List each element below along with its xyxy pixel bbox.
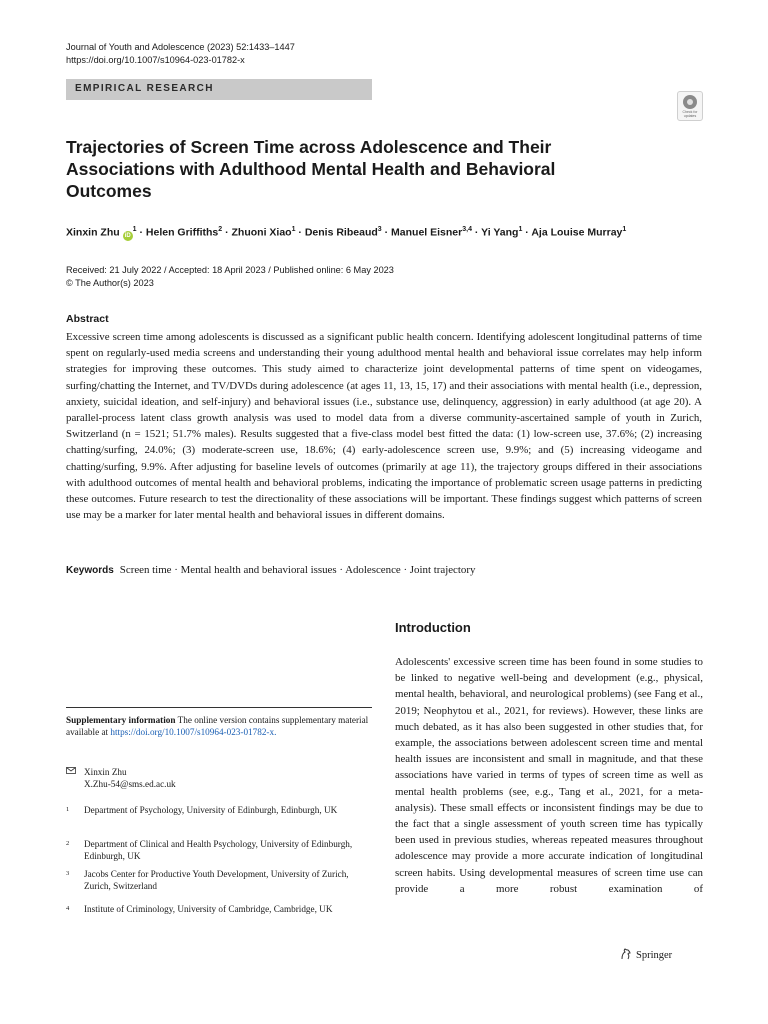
title-line-2: Associations with Adulthood Mental Health and Behavioral (66, 159, 556, 179)
author-separator: · (136, 226, 146, 239)
dates-line: Received: 21 July 2022 / Accepted: 18 April 2023 / Published online: 6 May 2023 (66, 265, 394, 275)
footnote-divider (66, 707, 372, 708)
keywords-list: Screen time · Mental health and behavioral issues · Adolescence · Joint trajectory (119, 564, 476, 576)
affiliation-item (66, 868, 372, 893)
affiliation-number: 2 (66, 840, 70, 847)
affiliation-text: Department of Psychology, University of Edinburgh, Edinburgh, UK (84, 805, 338, 815)
author-separator: · (222, 226, 232, 239)
author-name[interactable]: Aja Louise Murray (531, 226, 623, 239)
abstract-body: Excessive screen time among adolescents is discussed as a significant public health concern. Identifying adolescent longitudinal patterns of time spent on regularly-used media screens and understanding their young adulthood mental health and behavioral issue correlates may help inform strategies for improving these outcomes. This study aimed to characterize joint developmental patterns of time spent on videogames, surfing/chatting the Internet, and TV/DVDs during adolescence (at ages 11, 13, 15, 17) and their associations with mental health (i.e., depression, anxiety, suicidal ideation, and self-injury) and behavioral issues (i.e., substance use, delinquency, aggression) in early adulthood (at age 20). A parallel-process latent class growth analysis was used to model data from a diverse community-ascertained sample of youth in Zurich, Switzerland (n = 1521; 51.7% males). Results suggested that a five-class model best fitted the data: (1) low-screen use, 37.6%; (2) increasing chatting/surfing, 24.0%; (3) moderate-screen use, 18.6%; (4) early-adolescence screen use, 9.9%; and (5) increasing videogame and chatting/surfing, 9.9%. After adjusting for baseline levels of outcomes (primarily at age 11), the trajectory groups differed in their associations with adulthood outcomes of mental health and behavioral problems, indicating the importance of problematic screen usage patterns in predicting these outcomes. Future research to test the directionality of these associations will be important. These findings suggest which patterns of screen use may be a marker for later mental health and behavioral issues in different domains. (66, 331, 702, 522)
publisher-logo (620, 948, 672, 961)
affiliation-number: 1 (66, 806, 70, 813)
correspondence (66, 766, 176, 791)
author-separator: · (295, 226, 305, 239)
publication-dates (66, 264, 394, 290)
keywords-heading: Keywords (66, 565, 114, 576)
author-name[interactable]: Helen Griffiths (145, 226, 219, 239)
keywords-row (66, 564, 475, 576)
author-name[interactable]: Xinxin Zhu (66, 226, 120, 239)
author-affiliation-ref: 3 (377, 226, 382, 233)
title-line-1: Trajectories of Screen Time across Adolescence and Their (66, 137, 552, 157)
correspondent-email[interactable]: X.Zhu-54@sms.ed.ac.uk (84, 779, 176, 790)
author-affiliation-ref: 1 (622, 226, 627, 233)
article-title (66, 136, 626, 202)
affiliation-number: 4 (66, 905, 70, 912)
crossmark-label: Check for updates (682, 110, 698, 118)
supplementary-info (66, 714, 372, 739)
introduction-body: Adolescents' excessive screen time has been found in some studies to be linked to negative well-being and development (e.g., physical, mental health, behavioral, and neurological problems) (see Fang et al., 2019; Neophytou et al., 2021, for reviews). However, these links are much debated, as it has also been suggested in other studies that, for example, the associations between adolescent screen time and mental health issues are inconsistent and small in magnitude, and that these associations have varied in terms of types of screen time as well as mental health problems (see, e.g., Tang et al., 2021, for a meta-analysis). These small effects or inconsistent findings may be due to the fact that a single assessment of youth screen time has typically been used in previous studies, whereas repeated measures throughout adolescence may provide a more accurate indication of longitudinal screen habits. Using developmental measures of screen time use can provide a more robust examination of (395, 656, 703, 895)
author-affiliation-ref: 2 (218, 226, 223, 233)
crossmark-circle (683, 95, 697, 109)
affiliation-text: Institute of Criminology, University of Cambridge, Cambridge, UK (84, 904, 333, 914)
copyright-line: © The Author(s) 2023 (66, 278, 154, 288)
author-list (66, 226, 626, 241)
supplementary-heading: Supplementary information (66, 715, 176, 725)
envelope-icon (66, 767, 76, 774)
author-affiliation-ref: 1 (291, 226, 296, 233)
publisher-name: Springer (636, 950, 673, 961)
article-type-banner (66, 79, 372, 100)
journal-citation: Journal of Youth and Adolescence (2023) 52:1433–1447 (66, 42, 295, 52)
affiliation-number: 3 (66, 870, 70, 877)
supplementary-link[interactable]: https://doi.org/10.1007/s10964-023-01782-x. (110, 727, 277, 738)
crossmark-icon[interactable] (677, 91, 703, 121)
author-separator: · (522, 226, 532, 239)
correspondent-name: Xinxin Zhu (84, 767, 127, 777)
abstract-heading: Abstract (66, 313, 109, 325)
title-line-3: Outcomes (66, 181, 152, 201)
author-name[interactable]: Manuel Eisner (391, 226, 463, 239)
affiliation-text: Department of Clinical and Health Psychology, University of Edinburgh, Edinburgh, UK (84, 839, 353, 862)
journal-doi[interactable]: https://doi.org/10.1007/s10964-023-01782-x (66, 55, 245, 65)
author-affiliation-ref: 1 (518, 226, 523, 233)
author-affiliation-ref: 3,4 (462, 226, 472, 233)
author-name[interactable]: Zhuoni Xiao (231, 226, 292, 239)
author-name[interactable]: Yi Yang (481, 226, 519, 239)
affiliation-item (66, 804, 372, 816)
author-name[interactable]: Denis Ribeaud (304, 226, 378, 239)
author-affiliation-ref: 1 (132, 226, 137, 233)
springer-horse-icon (620, 948, 632, 960)
affiliation-item (66, 838, 372, 863)
supplementary-text: The online version contains supplementary material available at (66, 715, 369, 738)
introduction-heading: Introduction (395, 620, 471, 635)
author-separator: · (381, 226, 392, 239)
affiliation-text: Jacobs Center for Productive Youth Development, University of Zurich, Zurich, Switzerland (84, 869, 349, 892)
orcid-icon[interactable]: iD (124, 232, 131, 239)
affiliation-item (66, 903, 372, 915)
author-separator: · (471, 226, 482, 239)
article-type-label: EMPIRICAL RESEARCH (75, 83, 214, 94)
